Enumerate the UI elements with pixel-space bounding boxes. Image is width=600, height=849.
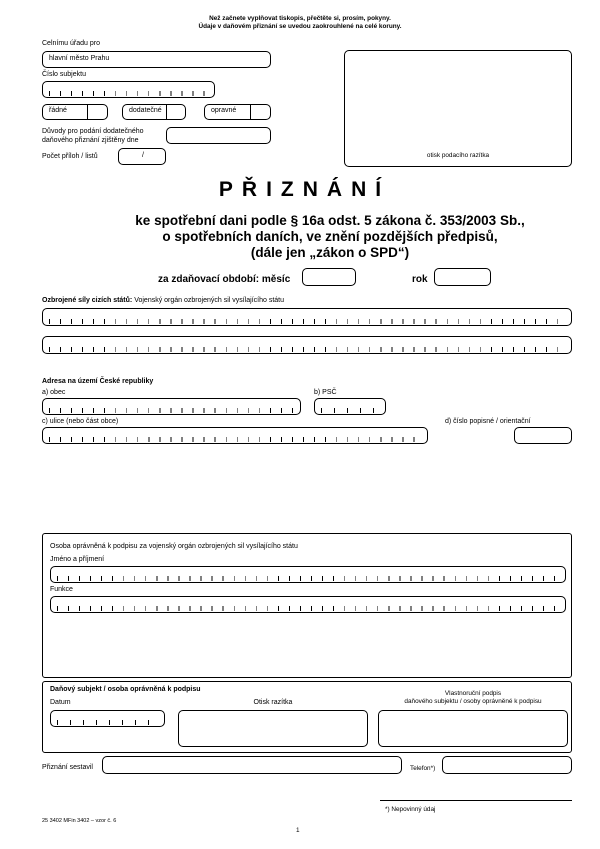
footnote: *) Nepovinný údaj [385,806,436,813]
form-code: 25 3402 MFin 3402 – vzor č. 6 [42,818,117,824]
subtitle-line-2: o spotřebních daních, ve znění pozdějších předpisů, [162,229,498,244]
signature-stamp-field[interactable] [178,710,368,747]
subject-number-field[interactable] [42,81,215,98]
subject-number-label: Číslo subjektu [42,71,86,78]
armed-forces-field-1[interactable] [42,308,572,326]
period-month-label: za zdaňovací období: měsíc [158,274,291,285]
signature-sign-field[interactable] [378,710,568,747]
armed-forces-field-2[interactable] [42,336,572,354]
period-year-label: rok [412,274,428,285]
attachments-field[interactable] [118,148,166,165]
subject-number-ticks [49,91,208,96]
reasons-date-field[interactable] [166,127,271,144]
signature-stamp-label: Otisk razítka [253,699,293,706]
office-value: hlavní město Prahu [49,55,110,62]
return-corrective-box[interactable] [204,104,271,120]
address-town-label: a) obec [42,389,66,396]
address-postcode-field[interactable] [314,398,386,415]
form-title: PŘIZNÁNÍ [218,178,391,201]
signature-date-field[interactable] [50,710,165,727]
phone-field[interactable] [442,756,572,774]
authorized-function-field[interactable] [50,596,566,613]
instructions-line-1: Než začnete vyplňovat tiskopis, přečtěte si, prosím, pokyny. [209,15,391,22]
subtitle-line-3: (dále jen „zákon o SPD“) [250,245,410,260]
authorized-name-field[interactable] [50,566,566,583]
authorized-function-label: Funkce [50,586,73,593]
signature-sign-label: Vlastnoruční podpis daňového subjektu / osoby oprávněné k podpisu [404,690,542,705]
address-house-number-label: d) číslo popisné / orientační [445,418,531,425]
signature-heading: Daňový subjekt / osoba oprávněná k podpisu [50,686,201,693]
address-heading: Adresa na území České republiky [42,378,154,385]
prepared-by-label: Přiznání sestavil [42,764,93,771]
footnote-rule [380,800,572,801]
signature-date-label: Datum [50,699,71,706]
address-postcode-label: b) PSČ [314,389,337,396]
authorized-heading: Osoba oprávněná k podpisu za vojenský orgán ozbrojených sil vysílajícího státu [50,543,298,550]
attachments-separator: / [142,152,144,159]
reasons-label: Důvody pro podání dodatečného daňového přiznání zjištěny dne [42,128,144,144]
period-year-field[interactable] [434,268,491,286]
authorized-person-section [42,533,572,678]
return-regular-box[interactable] [42,104,108,120]
authorized-name-label: Jméno a příjmení [50,556,105,563]
attachments-label: Počet příloh / listů [42,153,98,160]
address-street-label: c) ulice (nebo část obce) [42,418,119,425]
phone-label: Telefon*) [410,765,436,772]
receipt-stamp-box [344,50,572,167]
signature-section [42,681,572,753]
subtitle-line-1: ke spotřební dani podle § 16a odst. 5 zákona č. 353/2003 Sb., [135,213,525,228]
receipt-stamp-label: otisk podacího razítka [426,151,490,159]
return-corrective-label: opravné [211,107,237,114]
armed-forces-label: Ozbrojené síly cizích států: Vojenský orgán ozbrojených sil vysílajícího státu [42,297,284,304]
page-number: 1 [296,827,300,834]
instructions-line-2: Údaje v daňovém přiznání se uvedou zaokrouhlené na celé koruny. [198,23,402,30]
prepared-by-field[interactable] [102,756,402,774]
return-regular-label: řádné [49,107,67,114]
period-month-field[interactable] [302,268,356,286]
return-additional-label: dodatečné [129,107,162,114]
office-label: Celnímu úřadu pro [42,40,100,47]
return-additional-box[interactable] [122,104,186,120]
address-town-field[interactable] [42,398,301,415]
address-house-number-field[interactable] [514,427,572,444]
office-field[interactable] [42,51,271,68]
address-street-field[interactable] [42,427,428,444]
